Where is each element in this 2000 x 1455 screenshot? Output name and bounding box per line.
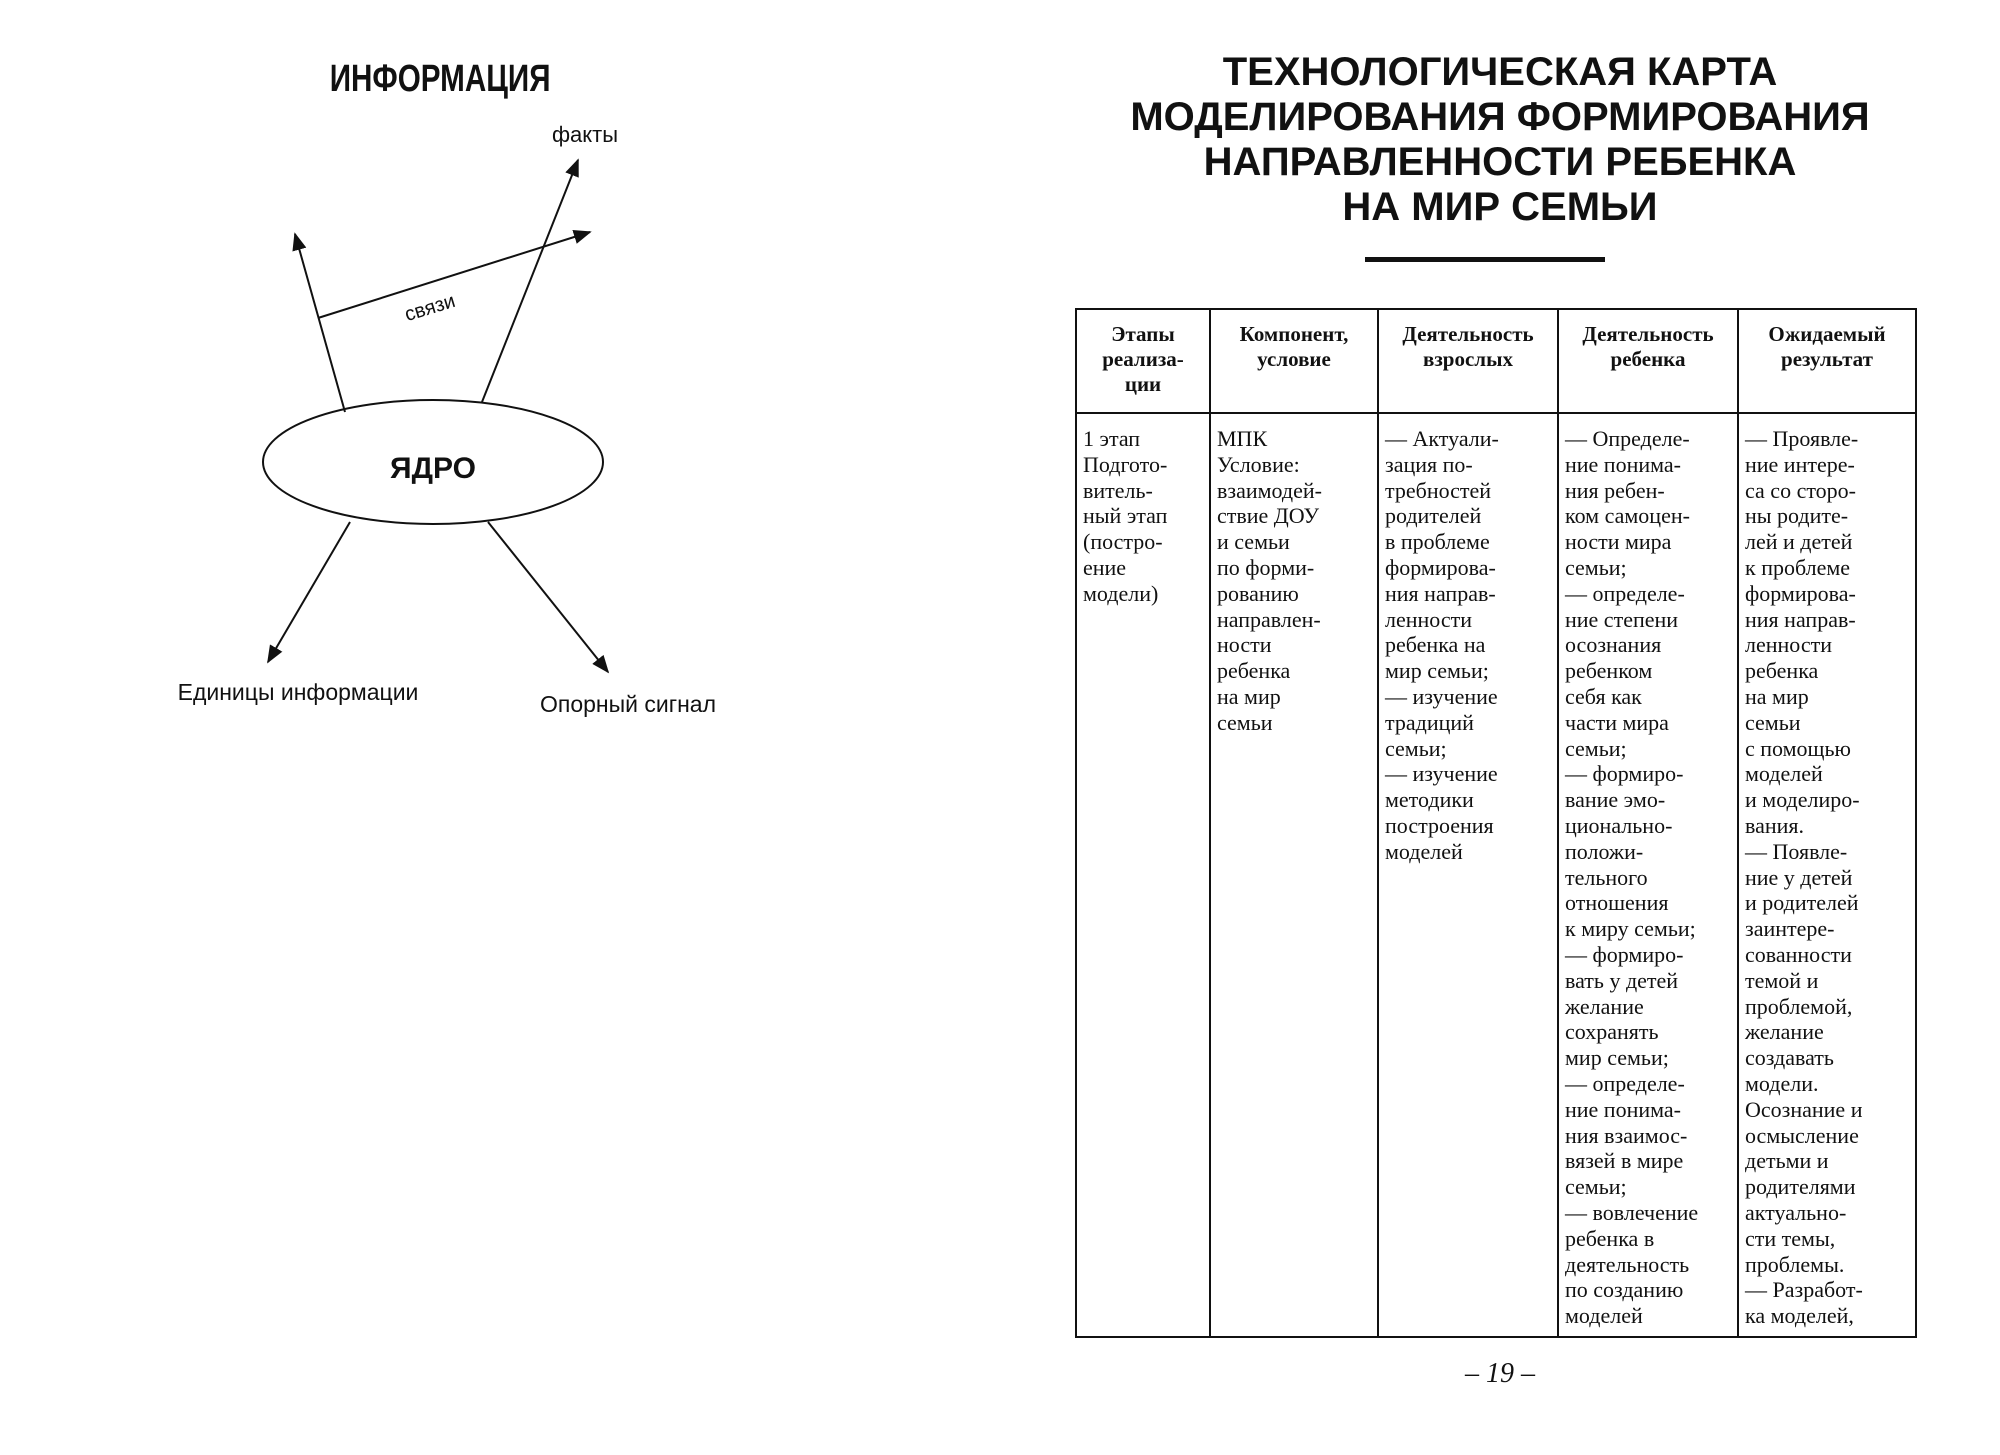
cell-stage: 1 этап Подгото- витель- ный этап (постро- ение модели) <box>1076 413 1210 1337</box>
left-up-arrow <box>295 234 345 412</box>
cell-adult-activity: — Актуали- зация по- требностей родителей в проблеме формирова- ния направ- ленности ребенка на мир семьи; — изучение традиций семьи; — изучение методики построения моделей <box>1378 413 1558 1337</box>
units-arrow <box>268 522 350 662</box>
signal-label: Опорный сигнал <box>539 691 717 717</box>
header-adult-activity: Деятельность взрослых <box>1378 309 1558 413</box>
right-page <box>1000 0 2000 1455</box>
facts-arrow <box>482 160 578 402</box>
title-line-4: НА МИР СЕМЬИ <box>1342 185 1658 229</box>
table-row <box>1076 413 1916 1337</box>
info-title: ИНФОРМАЦИЯ <box>329 58 551 100</box>
header-expected-result: Ожидаемый результат <box>1738 309 1916 413</box>
units-label: Единицы информации <box>177 679 419 705</box>
facts-label: факты <box>551 122 619 147</box>
tech-map-table <box>1075 308 1917 1338</box>
tech-map-title <box>1100 50 1900 230</box>
header-stages: Этапы реализа- ции <box>1076 309 1210 413</box>
header-child-activity: Деятельность ребенка <box>1558 309 1738 413</box>
cell-expected-result: — Проявле- ние интере- са со сторо- ны родите- лей и детей к проблеме формирова- ния направ- ленности ребенка на мир семьи с помощью моделей и моделиро- вания. — Появле- ние у детей и родителей заинтере- сованности темой и проблемой, желание создавать модели. Осознание и осмысление детьми и родителями актуально- сти темы, проблемы. — Разработ- ка моделей, <box>1738 413 1916 1337</box>
title-line-3: НАПРАВЛЕННОСТИ РЕБЕНКА <box>1203 140 1797 184</box>
signal-arrow <box>488 522 608 672</box>
title-line-2: МОДЕЛИРОВАНИЯ ФОРМИРОВАНИЯ <box>1130 95 1870 139</box>
cell-child-activity: — Определе- ние понима- ния ребен- ком самоцен- ности мира семьи; — определе- ние степени осознания ребенком себя как части мира семьи; — формиро- вание эмо- ционально- положи- тельного отношения к миру семьи; — формиро- вать у детей желание сохранять мир семьи; — определе- ние понима- ния взаимос- вязей в мире семьи; — вовлечение ребенка в деятельность по созданию моделей <box>1558 413 1738 1337</box>
title-underline <box>1365 257 1605 262</box>
page-number: – 19 – <box>1465 1358 1535 1389</box>
cell-component: МПК Условие: взаимодей- ствие ДОУ и семьи по форми- рованию направлен- ности ребенка на мир семьи <box>1210 413 1378 1337</box>
title-line-1: ТЕХНОЛОГИЧЕСКАЯ КАРТА <box>1222 50 1778 94</box>
core-label: ЯДРО <box>390 452 476 485</box>
links-label: связи <box>402 289 458 327</box>
information-diagram <box>0 0 1000 800</box>
table-header-row <box>1076 309 1916 413</box>
header-component: Компонент, условие <box>1210 309 1378 413</box>
